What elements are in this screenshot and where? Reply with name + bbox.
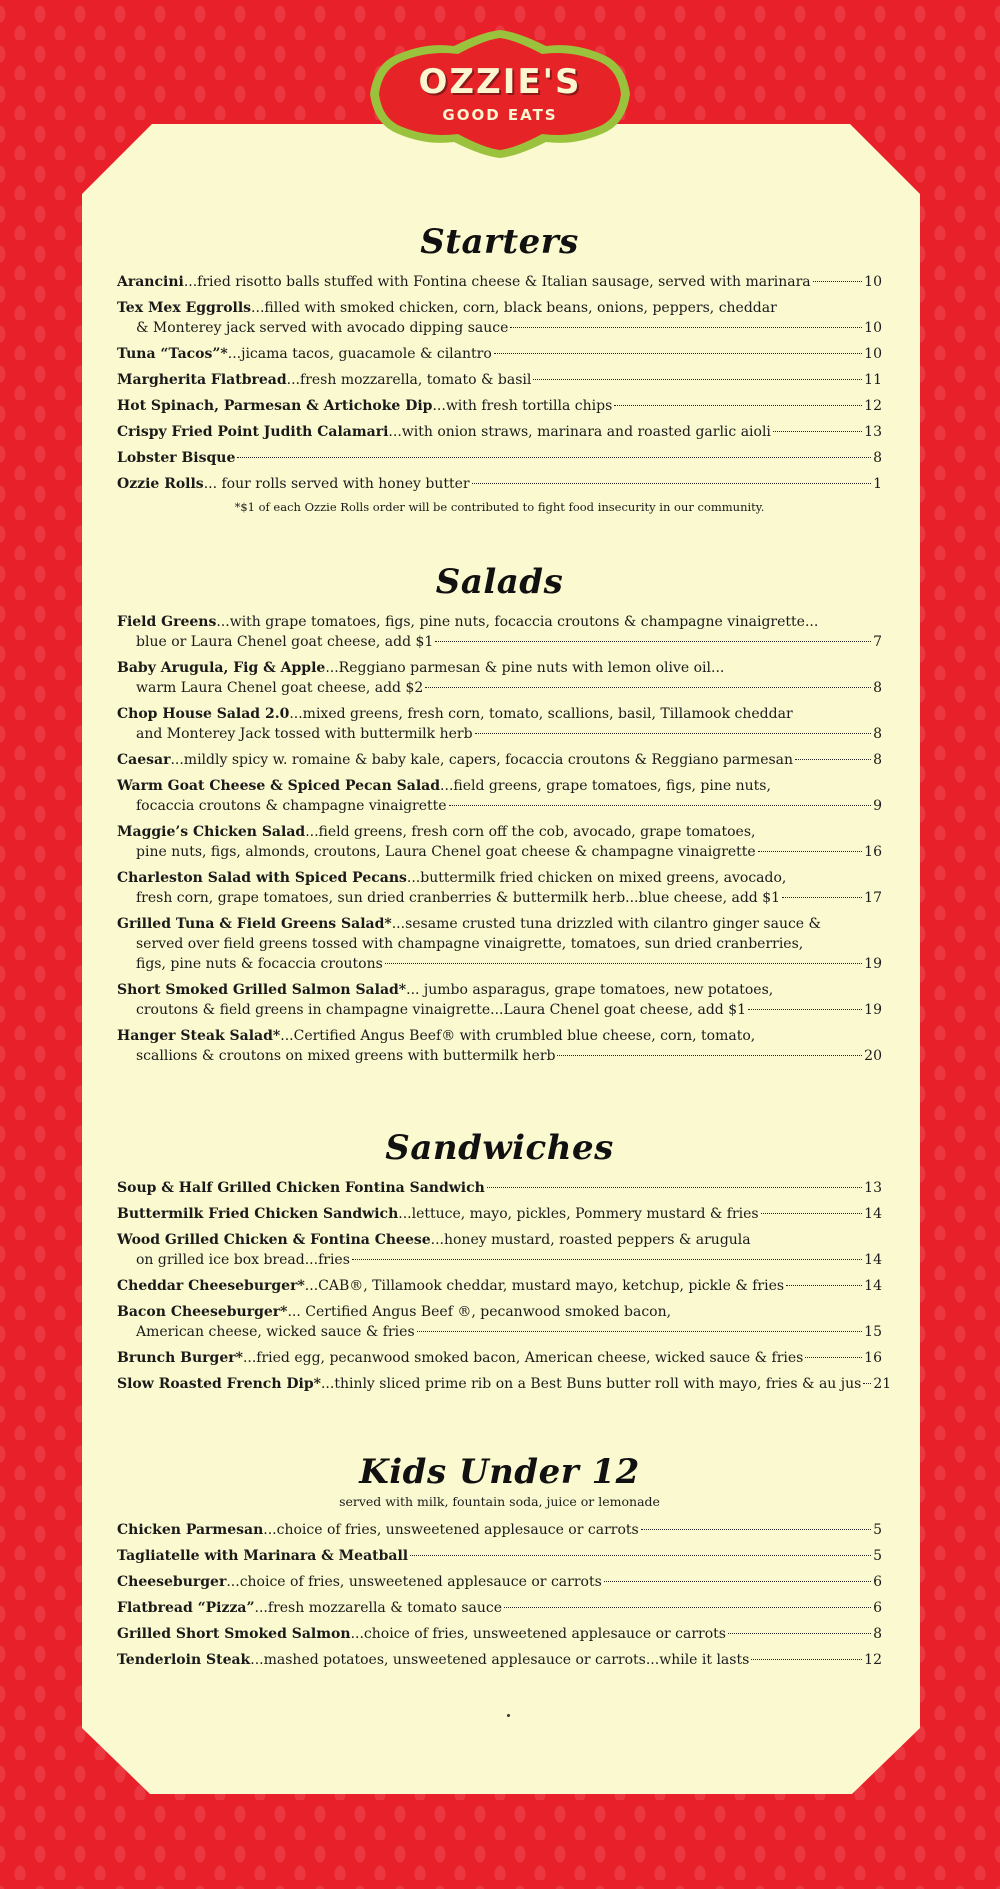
menu-item — [117, 612, 882, 652]
dot-leader — [557, 1055, 862, 1056]
menu-item-line — [117, 1520, 882, 1540]
menu-item-line — [117, 1572, 882, 1592]
menu-item-description: blue or Laura Chenel goat cheese, add $1 — [136, 634, 434, 650]
menu-item-description: ...mildly spicy w. romaine & baby kale, capers, focaccia croutons & Reggiano parmesan — [170, 752, 794, 768]
dot-leader — [782, 897, 862, 898]
menu-item-name: Lobster Bisque — [117, 450, 236, 466]
menu-item-price: 17 — [864, 890, 882, 906]
menu-item-name: Tenderloin Steak — [117, 1652, 251, 1668]
menu-item-description: warm Laura Chenel goat cheese, add $2 — [136, 680, 424, 696]
menu-item-text — [117, 868, 786, 888]
menu-item-text — [136, 1000, 746, 1020]
menu-item-name: Grilled Short Smoked Salmon — [117, 1626, 351, 1642]
menu-item-description: ...honey mustard, roasted peppers & arugula — [430, 1232, 751, 1248]
section-kids — [117, 1452, 882, 1676]
menu-item-description: ...mixed greens, fresh corn, tomato, scallions, basil, Tillamook cheddar — [289, 706, 793, 722]
dot-leader — [472, 483, 871, 484]
menu-item-line — [117, 396, 882, 416]
menu-item-description: ...choice of fries, unsweetened applesauce or carrots — [226, 1574, 602, 1590]
menu-item-text — [117, 980, 773, 1000]
menu-item-name: Warm Goat Cheese & Spiced Pecan Salad — [117, 778, 441, 794]
menu-item-line — [117, 1302, 882, 1322]
menu-item-name: Hot Spinach, Parmesan & Artichoke Dip — [117, 398, 433, 414]
menu-item-name: Margherita Flatbread — [117, 372, 287, 388]
menu-item-text — [136, 842, 756, 862]
menu-item-text — [136, 1250, 350, 1270]
menu-item-name: Short Smoked Grilled Salmon Salad* — [117, 982, 407, 998]
menu-item-description: ...mashed potatoes, unsweetened applesauce or carrots...while it lasts — [250, 1652, 750, 1668]
menu-item-line — [117, 724, 882, 744]
menu-item-price: 6 — [873, 1600, 882, 1616]
dot-leader — [385, 963, 862, 964]
menu-item-description: fresh corn, grape tomatoes, sun dried cranberries & buttermilk herb...blue cheese, add $1 — [136, 890, 781, 906]
menu-item-name: Brunch Burger* — [117, 1350, 243, 1366]
menu-item-line — [117, 678, 882, 698]
menu-item-text — [117, 474, 470, 494]
menu-item-text — [117, 1302, 671, 1322]
menu-item-name: Flatbread “Pizza” — [117, 1600, 255, 1616]
kids-subnote: served with milk, fountain soda, juice or lemonade — [339, 1494, 660, 1509]
menu-item-description: served over field greens tossed with champagne vinaigrette, tomatoes, sun dried cranberries, — [136, 936, 804, 952]
menu-item-description: and Monterey Jack tossed with buttermilk herb — [136, 726, 473, 742]
menu-item-name: Chop House Salad 2.0 — [117, 706, 290, 722]
menu-item — [117, 1204, 882, 1224]
menu-item-line — [117, 1250, 882, 1270]
dot-leader — [410, 1555, 871, 1556]
menu-item-description: ...with fresh tortilla chips — [432, 398, 613, 414]
menu-item-line — [117, 1322, 882, 1342]
menu-item-price: 8 — [873, 680, 882, 696]
logo-title: OZZIE'S — [418, 62, 582, 102]
menu-item-description: ...Certified Angus Beef® with crumbled blue cheese, corn, tomato, — [280, 1028, 756, 1044]
menu-item-description: ...field greens, fresh corn off the cob, avocado, grape tomatoes, — [305, 824, 756, 840]
menu-item-line — [117, 1000, 882, 1020]
menu-item-description: ...with onion straws, marinara and roasted garlic aioli — [388, 424, 771, 440]
menu-item — [117, 1546, 882, 1566]
menu-item-price: 14 — [864, 1206, 882, 1222]
dot-leader — [487, 1187, 862, 1188]
dot-leader — [786, 1285, 862, 1286]
menu-item-line — [117, 448, 882, 468]
menu-item-description: ... Certified Angus Beef ®, pecanwood smoked bacon, — [287, 1304, 672, 1320]
menu-item-text — [117, 1230, 751, 1250]
menu-item-text — [117, 1650, 749, 1670]
menu-item-name: Wood Grilled Chicken & Fontina Cheese — [117, 1232, 431, 1248]
menu-item-line — [117, 474, 882, 494]
dot-leader — [425, 687, 871, 688]
menu-item-name: Hanger Steak Salad* — [117, 1028, 281, 1044]
menu-item — [117, 1572, 882, 1592]
footnote: *$1 of each Ozzie Rolls order will be contributed to fight food insecurity in our community. — [234, 500, 765, 514]
dot-leader — [435, 641, 871, 642]
menu-item-line — [117, 868, 882, 888]
menu-item-text — [136, 1322, 415, 1342]
menu-item-name: Chicken Parmesan — [117, 1522, 264, 1538]
section-heading: Salads — [435, 562, 564, 602]
menu-item-name: Crispy Fried Point Judith Calamari — [117, 424, 389, 440]
menu-item-text — [117, 1598, 502, 1618]
dot-leader — [614, 405, 862, 406]
menu-item-price: 14 — [864, 1278, 882, 1294]
menu-item-description: ...CAB®, Tillamook cheddar, mustard mayo, ketchup, pickle & fries — [304, 1278, 785, 1294]
menu-items — [117, 612, 882, 1066]
dot-leader — [449, 805, 872, 806]
menu-item-price: 19 — [864, 1002, 882, 1018]
dot-leader — [494, 353, 862, 354]
dot-leader — [504, 1607, 871, 1608]
menu-item-line — [117, 658, 882, 678]
dot-leader — [641, 1529, 871, 1530]
menu-item-line — [117, 1230, 882, 1250]
menu-item-price: 8 — [873, 726, 882, 742]
menu-item-text — [136, 954, 383, 974]
menu-item-line — [117, 1374, 892, 1394]
menu-item-text — [117, 1276, 784, 1296]
menu-item — [117, 474, 882, 494]
menu-item — [117, 1598, 882, 1618]
menu-item-text — [117, 776, 771, 796]
menu-item-price: 8 — [873, 1626, 882, 1642]
menu-item-description: focaccia croutons & champagne vinaigrette — [136, 798, 447, 814]
menu-item-description: & Monterey jack served with avocado dipping sauce — [136, 320, 509, 336]
menu-item-price: 21 — [873, 1376, 892, 1392]
ozzies-logo — [364, 26, 636, 162]
menu-item-text — [117, 1178, 485, 1198]
section-heading: Starters — [420, 222, 579, 262]
menu-item-description: ...buttermilk fried chicken on mixed greens, avocado, — [406, 870, 787, 886]
menu-item-text — [117, 344, 492, 364]
section-sandwiches — [117, 1128, 892, 1400]
dot-leader — [813, 281, 863, 282]
menu-item-price: 8 — [873, 752, 882, 768]
menu-item-description: ...fresh mozzarella, tomato & basil — [286, 372, 532, 388]
menu-item-text — [136, 318, 508, 338]
menu-item-line — [117, 298, 882, 318]
dot-leader — [758, 851, 862, 852]
menu-item-description: ... jumbo asparagus, grape tomatoes, new potatoes, — [406, 982, 774, 998]
dot-leader — [510, 327, 862, 328]
menu-item-text — [136, 678, 423, 698]
menu-item-name: Bacon Cheeseburger* — [117, 1304, 288, 1320]
menu-item-price: 15 — [864, 1324, 882, 1340]
menu-item — [117, 422, 882, 442]
menu-item-description: pine nuts, figs, almonds, croutons, Laura Chenel goat cheese & champagne vinaigrette — [136, 844, 756, 860]
menu-item — [117, 750, 882, 770]
menu-item — [117, 1348, 882, 1368]
menu-item-description: croutons & field greens in champagne vinaigrette...Laura Chenel goat cheese, add $1 — [136, 1002, 747, 1018]
menu-item-text — [117, 1374, 861, 1394]
dot-leader — [748, 1009, 862, 1010]
dot-leader — [773, 431, 862, 432]
menu-item-price: 11 — [864, 372, 882, 388]
menu-item — [117, 1520, 882, 1540]
menu-item-name: Field Greens — [117, 614, 217, 630]
menu-item-price: 6 — [873, 1574, 882, 1590]
menu-item-name: Cheeseburger — [117, 1574, 227, 1590]
menu-item-line — [117, 822, 882, 842]
menu-item-line — [117, 272, 882, 292]
menu-item-text — [117, 298, 777, 318]
menu-item-text — [136, 934, 803, 954]
menu-item-description: ...field greens, grape tomatoes, figs, pine nuts, — [440, 778, 771, 794]
menu-item — [117, 1624, 882, 1644]
menu-item-description: ...choice of fries, unsweetened applesauce or carrots — [350, 1626, 726, 1642]
menu-item — [117, 1178, 882, 1198]
menu-item-line — [117, 914, 882, 934]
menu-item-name: Caesar — [117, 752, 171, 768]
menu-item-description: ...lettuce, mayo, pickles, Pommery mustard & fries — [398, 1206, 759, 1222]
dot-leader — [237, 457, 871, 458]
menu-item-text — [117, 750, 793, 770]
menu-item-price: 16 — [864, 1350, 882, 1366]
menu-item-line — [117, 632, 882, 652]
menu-item-line — [117, 1650, 882, 1670]
menu-item-line — [117, 1598, 882, 1618]
section-starters — [117, 222, 882, 515]
menu-item-text — [117, 370, 531, 390]
menu-item-price: 19 — [864, 956, 882, 972]
menu-item-price: 5 — [873, 1548, 882, 1564]
menu-item-price: 5 — [873, 1522, 882, 1538]
menu-item-line — [117, 980, 882, 1000]
menu-item-name: Baby Arugula, Fig & Apple — [117, 660, 326, 676]
menu-item-line — [117, 1178, 882, 1198]
menu-item-line — [117, 842, 882, 862]
menu-item-price: 20 — [864, 1048, 882, 1064]
dot-leader — [417, 1331, 863, 1332]
menu-item — [117, 1650, 882, 1670]
menu-item-line — [117, 888, 882, 908]
menu-item-line — [117, 704, 882, 724]
dot-leader — [805, 1357, 862, 1358]
menu-item-price: 13 — [864, 424, 882, 440]
menu-item-price: 10 — [864, 274, 882, 290]
menu-item-name: Buttermilk Fried Chicken Sandwich — [117, 1206, 399, 1222]
menu-item-text — [117, 822, 755, 842]
dot-leader — [761, 1213, 863, 1214]
menu-item-text — [117, 1520, 639, 1540]
dot-leader — [795, 759, 871, 760]
menu-item-line — [117, 422, 882, 442]
menu-item-line — [117, 1026, 882, 1046]
dot-leader — [728, 1633, 871, 1634]
menu-item-name: Tuna “Tacos”* — [117, 346, 228, 362]
menu-item — [117, 1374, 892, 1394]
menu-item-price: 12 — [864, 1652, 882, 1668]
menu-item-description: figs, pine nuts & focaccia croutons — [136, 956, 383, 972]
menu-item-text — [136, 796, 447, 816]
menu-item-text — [117, 914, 821, 934]
dot-leader — [751, 1659, 862, 1660]
menu-item-line — [117, 750, 882, 770]
menu-item-text — [117, 658, 724, 678]
menu-item-name: Tex Mex Eggrolls — [117, 300, 252, 316]
dot-leader — [352, 1259, 862, 1260]
menu-item-text — [117, 1572, 602, 1592]
menu-item-name: Arancini — [117, 274, 184, 290]
menu-item — [117, 272, 882, 292]
menu-item-description: ...Reggiano parmesan & pine nuts with lemon olive oil... — [325, 660, 725, 676]
menu-item-name: Grilled Tuna & Field Greens Salad* — [117, 916, 392, 932]
menu-item-description: ...with grape tomatoes, figs, pine nuts, focaccia croutons & champagne vinaigrette... — [216, 614, 819, 630]
menu-item-text — [117, 1624, 726, 1644]
menu-item-price: 1 — [873, 476, 882, 492]
dot-leader — [533, 379, 862, 380]
menu-item-description: ...jicama tacos, guacamole & cilantro — [227, 346, 492, 362]
menu-item-name: Tagliatelle with Marinara & Meatball — [117, 1548, 409, 1564]
menu-item — [117, 868, 882, 908]
menu-item — [117, 914, 882, 974]
menu-item-text — [117, 1204, 759, 1224]
menu-item-name: Ozzie Rolls — [117, 476, 204, 492]
menu-item-price: 7 — [873, 634, 882, 650]
menu-item-text — [117, 448, 235, 468]
logo-subtitle: GOOD EATS — [442, 106, 558, 124]
menu-item-text — [136, 632, 433, 652]
menu-item-price: 10 — [864, 320, 882, 336]
menu-item-text — [117, 422, 771, 442]
menu-item-description: ...fried egg, pecanwood smoked bacon, American cheese, wicked sauce & fries — [242, 1350, 804, 1366]
menu-item-price: 12 — [864, 398, 882, 414]
menu-items — [117, 272, 882, 494]
dot-leader — [863, 1383, 871, 1384]
menu-item-price: 13 — [864, 1180, 882, 1196]
menu-item-text — [117, 612, 818, 632]
menu-item — [117, 980, 882, 1020]
menu-item-price: 10 — [864, 346, 882, 362]
menu-item-description: ...fried risotto balls stuffed with Fontina cheese & Italian sausage, served with marinara — [183, 274, 811, 290]
menu-item-name: Slow Roasted French Dip* — [117, 1376, 321, 1392]
menu-item-description: ...sesame crusted tuna drizzled with cilantro ginger sauce & — [391, 916, 821, 932]
menu-item — [117, 298, 882, 338]
menu-item-text — [117, 272, 811, 292]
menu-item-description: ...filled with smoked chicken, corn, black beans, onions, peppers, cheddar — [251, 300, 777, 316]
menu-item-text — [117, 1026, 755, 1046]
menu-items — [117, 1520, 882, 1670]
menu-item-name: Soup & Half Grilled Chicken Fontina Sandwich — [117, 1180, 485, 1196]
menu-item — [117, 396, 882, 416]
menu-item-text — [117, 396, 612, 416]
menu-item — [117, 1230, 882, 1270]
menu-items — [117, 1178, 892, 1394]
menu-item-price: 16 — [864, 844, 882, 860]
menu-item-line — [117, 1624, 882, 1644]
menu-item-line — [117, 1204, 882, 1224]
menu-item-price: 9 — [873, 798, 882, 814]
menu-item-line — [117, 612, 882, 632]
menu-item-text — [136, 888, 780, 908]
menu-item — [117, 344, 882, 364]
menu-item-line — [117, 1546, 882, 1566]
menu-item-description: on grilled ice box bread...fries — [136, 1252, 350, 1268]
section-heading: Sandwiches — [385, 1128, 614, 1168]
menu-item-price: 14 — [864, 1252, 882, 1268]
menu-item — [117, 704, 882, 744]
menu-item-text — [117, 1348, 803, 1368]
dot-leader — [475, 733, 872, 734]
menu-item — [117, 1276, 882, 1296]
section-heading: Kids Under 12 — [359, 1452, 640, 1492]
menu-item-description: ... four rolls served with honey butter — [203, 476, 470, 492]
menu-item — [117, 776, 882, 816]
menu-item-text — [136, 724, 473, 744]
menu-item-line — [117, 344, 882, 364]
section-salads — [117, 562, 882, 1072]
menu-item-line — [117, 1046, 882, 1066]
menu-item-text — [136, 1046, 555, 1066]
menu-item-name: Maggie’s Chicken Salad — [117, 824, 306, 840]
decorative-dot — [507, 1714, 510, 1717]
menu-item-name: Charleston Salad with Spiced Pecans — [117, 870, 407, 886]
menu-item — [117, 1302, 882, 1342]
menu-item-description: ...choice of fries, unsweetened applesauce or carrots — [263, 1522, 639, 1538]
dot-leader — [604, 1581, 871, 1582]
menu-item-name: Cheddar Cheeseburger* — [117, 1278, 305, 1294]
menu-item — [117, 1026, 882, 1066]
menu-item-line — [117, 1348, 882, 1368]
menu-item — [117, 658, 882, 698]
menu-item-line — [117, 934, 882, 954]
menu-item-line — [117, 1276, 882, 1296]
menu-item-description: American cheese, wicked sauce & fries — [136, 1324, 415, 1340]
menu-item — [117, 448, 882, 468]
menu-item-description: scallions & croutons on mixed greens with buttermilk herb — [136, 1048, 556, 1064]
menu-item-line — [117, 796, 882, 816]
menu-item-price: 8 — [873, 450, 882, 466]
menu-item-description: ...thinly sliced prime rib on a Best Buns butter roll with mayo, fries & au jus — [320, 1376, 862, 1392]
menu-item-line — [117, 318, 882, 338]
menu-item-description: ...fresh mozzarella & tomato sauce — [254, 1600, 502, 1616]
menu-item-line — [117, 370, 882, 390]
menu-item-line — [117, 954, 882, 974]
menu-item-text — [117, 1546, 408, 1566]
menu-item-line — [117, 776, 882, 796]
menu-item — [117, 822, 882, 862]
menu-item-text — [117, 704, 793, 724]
menu-item — [117, 370, 882, 390]
